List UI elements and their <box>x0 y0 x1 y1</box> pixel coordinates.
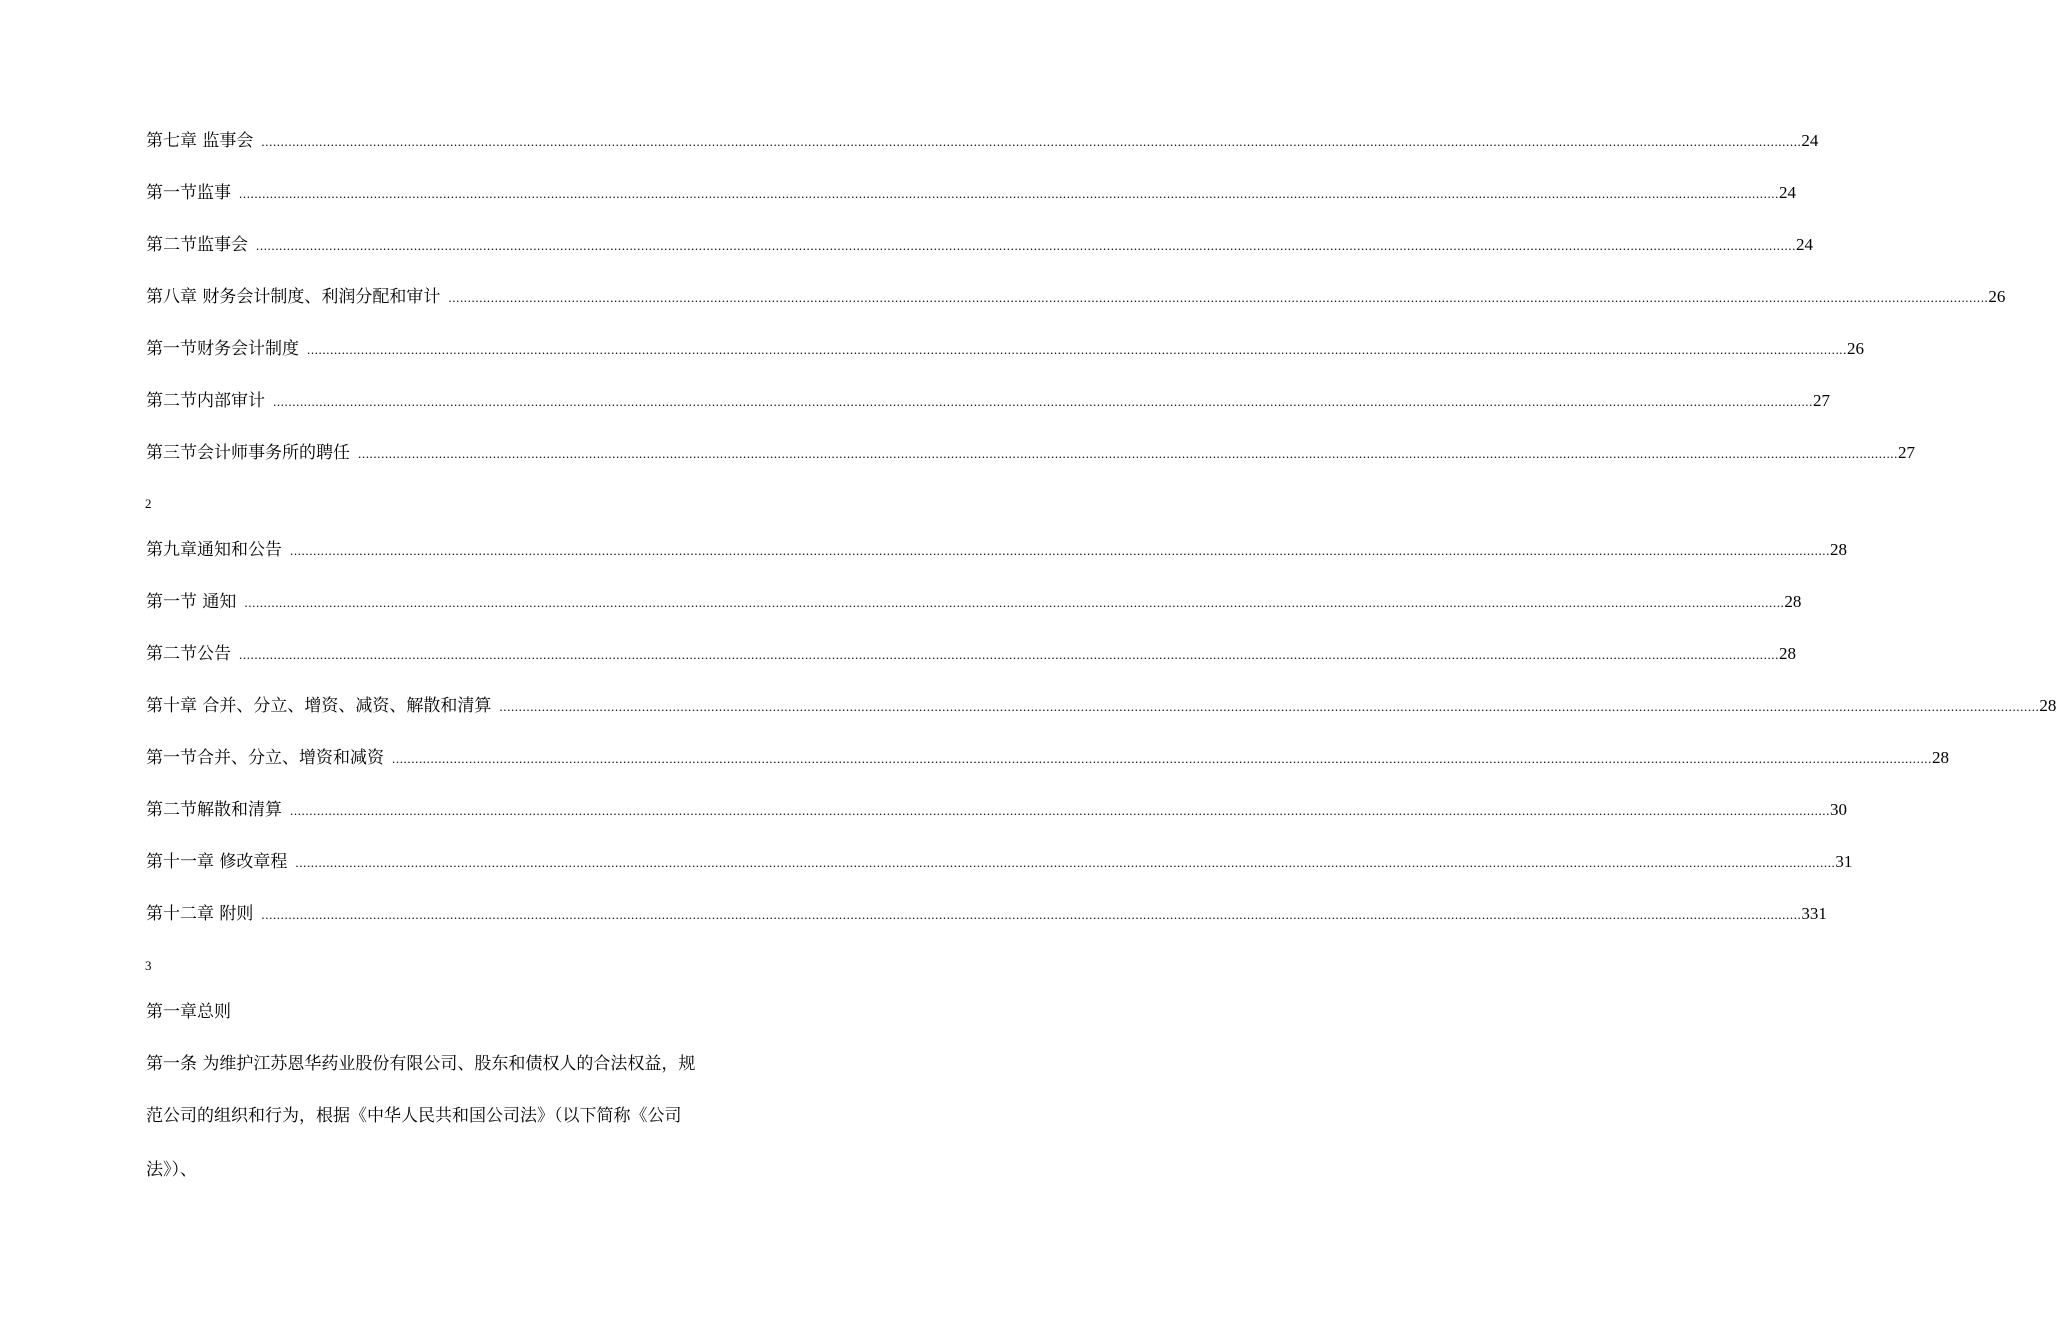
toc-entry[interactable] <box>146 849 1853 875</box>
toc-entry-page: 27 <box>1898 443 1915 462</box>
toc-entry-title: 第九章通知和公告 <box>146 540 282 560</box>
toc-entry-page: 24 <box>1779 183 1796 202</box>
toc-entry[interactable] <box>146 797 1847 823</box>
toc-entry-page: 24 <box>1801 131 1819 150</box>
page-number: 3 <box>145 958 152 973</box>
article-line: 法》）、 <box>146 1160 197 1180</box>
toc-entry-title: 第二节监事会 <box>146 235 248 255</box>
toc-leader-dots: ................................................................................................................................................................................................................................................................................................................................................................................................................ <box>448 290 1989 305</box>
toc-leader-dots: ................................................................................................................................................................................................................................................................................................................................................................................................................ <box>261 134 1802 149</box>
toc-leader-dots: ................................................................................................................................................................................................................................................................................................................................................................................................................ <box>307 342 1847 357</box>
toc-entry-page: 28 <box>1784 592 1802 611</box>
toc-leader-dots: ................................................................................................................................................................................................................................................................................................................................................................................................................ <box>244 595 1785 610</box>
toc-entry-title: 第一节合并、分立、增资和减资 <box>146 748 384 768</box>
toc-entry-title: 第十一章 修改章程 <box>146 852 288 872</box>
toc-entry[interactable] <box>146 128 1819 154</box>
toc-entry[interactable] <box>146 180 1796 206</box>
toc-leader-dots: ................................................................................................................................................................................................................................................................................................................................................................................................................ <box>256 238 1796 253</box>
toc-entry-page: 26 <box>1988 287 2006 306</box>
toc-entry[interactable] <box>146 232 1813 258</box>
toc-entry-title: 第二节内部审计 <box>146 391 265 411</box>
toc-entry[interactable] <box>146 641 1796 667</box>
toc-entry[interactable] <box>146 537 1847 563</box>
toc-leader-dots: ................................................................................................................................................................................................................................................................................................................................................................................................................ <box>261 907 1802 922</box>
toc-entry-page: 31 <box>1835 852 1853 871</box>
toc-entry-page: 28 <box>1830 540 1847 559</box>
toc-entry-title: 第二节解散和清算 <box>146 800 282 820</box>
toc-leader-dots: ................................................................................................................................................................................................................................................................................................................................................................................................................ <box>273 394 1813 409</box>
article-line: 范公司的组织和行为，根据《中华人民共和国公司法》（以下简称《公司 <box>146 1106 682 1126</box>
toc-leader-dots: ................................................................................................................................................................................................................................................................................................................................................................................................................ <box>499 699 2040 714</box>
toc-entry-title: 第八章 财务会计制度、利润分配和审计 <box>146 287 441 307</box>
toc-entry-page: 331 <box>1801 904 1827 923</box>
toc-entry[interactable] <box>146 693 2056 719</box>
toc-entry-title: 第二节公告 <box>146 644 231 664</box>
toc-entry-page: 28 <box>2039 696 2056 715</box>
toc-leader-dots: ................................................................................................................................................................................................................................................................................................................................................................................................................ <box>290 543 1830 558</box>
toc-leader-dots: ................................................................................................................................................................................................................................................................................................................................................................................................................ <box>290 803 1830 818</box>
toc-entry[interactable] <box>146 901 1827 927</box>
toc-entry-title: 第一节监事 <box>146 183 231 203</box>
toc-entry-page: 28 <box>1932 748 1949 767</box>
toc-entry-page: 24 <box>1796 235 1813 254</box>
toc-entry[interactable] <box>146 336 1864 362</box>
page-number: 2 <box>145 496 152 511</box>
toc-entry[interactable] <box>146 388 1830 414</box>
toc-entry-page: 27 <box>1813 391 1830 410</box>
article-line: 第一条 为维护江苏恩华药业股份有限公司、股东和债权人的合法权益，规 <box>146 1054 696 1074</box>
toc-leader-dots: ................................................................................................................................................................................................................................................................................................................................................................................................................ <box>358 446 1898 461</box>
toc-entry-title: 第七章 监事会 <box>146 131 254 151</box>
toc-leader-dots: ................................................................................................................................................................................................................................................................................................................................................................................................................ <box>239 186 1779 201</box>
toc-entry-title: 第十二章 附则 <box>146 904 254 924</box>
toc-entry[interactable] <box>146 589 1802 615</box>
toc-entry-title: 第三节会计师事务所的聘任 <box>146 443 350 463</box>
toc-entry[interactable] <box>146 284 2006 310</box>
toc-entry-title: 第一节 通知 <box>146 592 237 612</box>
toc-entry[interactable] <box>146 440 1915 466</box>
toc-leader-dots: ................................................................................................................................................................................................................................................................................................................................................................................................................ <box>392 751 1932 766</box>
toc-entry-page: 30 <box>1830 800 1847 819</box>
toc-entry-page: 28 <box>1779 644 1796 663</box>
toc-entry-title: 第一节财务会计制度 <box>146 339 299 359</box>
toc-entry-title: 第十章 合并、分立、增资、减资、解散和清算 <box>146 696 492 716</box>
toc-leader-dots: ................................................................................................................................................................................................................................................................................................................................................................................................................ <box>239 647 1779 662</box>
toc-leader-dots: ................................................................................................................................................................................................................................................................................................................................................................................................................ <box>295 855 1836 870</box>
toc-entry-page: 26 <box>1847 339 1864 358</box>
chapter-heading: 第一章总则 <box>146 1002 231 1022</box>
toc-entry[interactable] <box>146 745 1949 771</box>
